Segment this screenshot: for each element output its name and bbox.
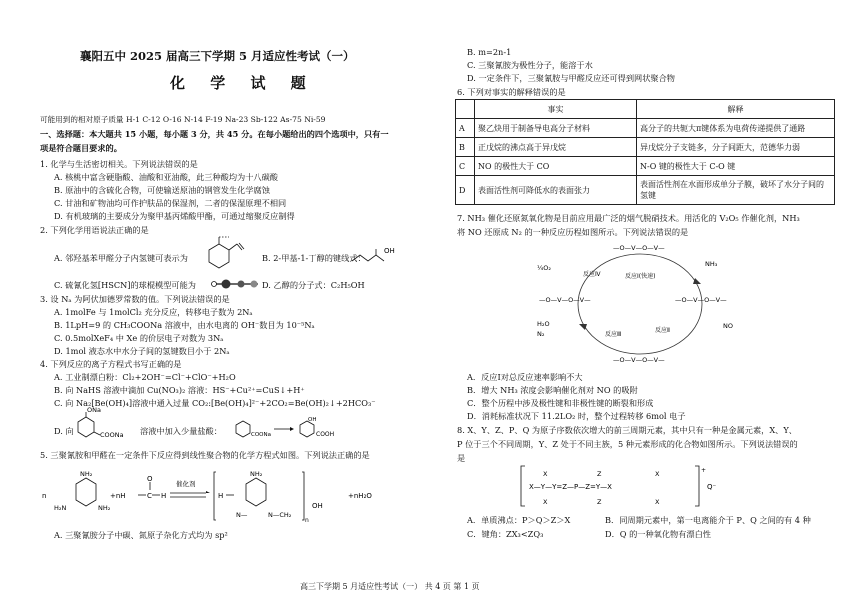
svg-text:n: n — [305, 517, 309, 524]
subject-title: 化 学 试 题 — [170, 74, 316, 92]
q6-row-explanation: 高分子的共轭大π键体系为电荷传递提供了通路 — [637, 119, 835, 138]
svg-text:X: X — [543, 470, 548, 478]
q6-row-key: B — [456, 138, 475, 157]
catalytic-cycle-diagram — [535, 240, 745, 368]
q6-row-fact: NO 的极性大于 CO — [475, 157, 637, 176]
svg-text:Q⁻: Q⁻ — [707, 483, 717, 491]
q2-option-b: B. 2-甲基-1-丁醇的键线式： — [262, 253, 366, 263]
q3-option-a: A. 1molFe 与 1molCl₂ 充分反应，转移电子数为 2Nₐ — [54, 307, 253, 317]
svg-text:N—CH₂: N—CH₂ — [268, 511, 292, 519]
water-byproduct: +nH₂O — [348, 492, 372, 500]
q1-option-a: A. 核桃中富含硬脂酸、油酸和亚油酸，此三种酸均为十八碳酸 — [54, 172, 278, 182]
q2-option-d: D. 乙醇的分子式：C₂H₅OH — [262, 280, 365, 290]
q1-stem: 1. 化学与生活密切相关。下列说法错误的是 — [40, 159, 198, 169]
q5-stem: 5. 三聚氰胺和甲醛在一定条件下反应得到线性聚合物的化学方程式如图。下列说法正确的是 — [40, 450, 370, 460]
q8-option-b: B．同周期元素中，第一电离能介于 P、Q 之间的有 4 种 — [605, 515, 811, 525]
reaction-3-label: 反应Ⅲ — [605, 331, 622, 338]
coona-label-2: COONa — [251, 432, 271, 438]
q1-option-c: C. 甘油和矿物油均可作护肤品的保湿剂，二者的保湿原理不相同 — [54, 198, 287, 208]
h2o-label: H₂O — [537, 320, 550, 328]
q8-option-a: A．单质沸点：P＞Q＞Z＞X — [467, 515, 571, 525]
page-footer: 高三下学期 5 月适应性考试（一） 共 4 页 第 1 页 — [300, 582, 480, 591]
q8-stem-cont: P 位于三个不同周期，Y、Z 处于不同主族，5 种元素形成的化合物如图所示。下列说法错误的 — [457, 439, 798, 449]
melamine-polymerization-equation — [40, 462, 445, 530]
svg-text:NH₂: NH₂ — [250, 470, 263, 478]
q2-option-c: C. 硫氰化氢[HSCN]的球棍模型可能为 — [54, 280, 196, 290]
q8-option-d: D．Q 的一种氧化物有漂白性 — [605, 529, 711, 539]
q6-header-fact: 事实 — [475, 100, 637, 119]
reaction-4-label: 反应Ⅳ — [583, 271, 601, 278]
table-row — [456, 119, 835, 138]
q8-stem-end: 是 — [457, 453, 466, 463]
q6-stem: 6. 下列对事实的解释错误的是 — [457, 87, 566, 97]
q6-row-key: D — [456, 176, 475, 205]
q3-stem: 3. 设 Nₐ 为阿伏加德罗常数的值。下列说法错误的是 — [40, 294, 230, 304]
q6-row-key: A — [456, 119, 475, 138]
section-title: 一、选择题：本大题共 15 小题，每小题 3 分，共 45 分。在每小题给出的四个选项中，只有一 — [40, 129, 389, 139]
svg-text:—O—V—O—V—: —O—V—O—V— — [539, 296, 591, 304]
q4-option-d-post: 溶液中加入少量盐酸： — [140, 426, 222, 436]
svg-text:X—Y—Y=Z—P—Z=Y—X: X—Y—Y=Z—P—Z=Y—X — [529, 483, 612, 491]
q7-stem-cont: 将 NO 还原成 N₂ 的一种反应历程如图所示。下列说法错误的是 — [457, 227, 689, 237]
q8-stem: 8. X、Y、Z、P、Q 为原子序数依次增大的前三周期元素，其中只有一种是金属元素，X、Y、 — [457, 425, 797, 435]
section-title-cont: 项是符合题目要求的。 — [40, 143, 122, 153]
svg-text:H₂N: H₂N — [54, 504, 67, 512]
q8-option-c: C．键角：ZX₃<ZQ₃ — [467, 529, 544, 539]
atomic-masses: 可能用到的相对原子质量 H-1 C-12 O-16 N-14 F-19 Na-23 Sb-122 As-75 Ni-59 — [40, 115, 326, 124]
q6-table — [455, 99, 835, 205]
q6-header-explanation: 解释 — [637, 100, 835, 119]
q7-option-b: B．增大 NH₃ 浓度会影响催化剂对 NO 的吸附 — [467, 385, 638, 395]
sodium-salicylate-structure — [70, 406, 132, 444]
q5-option-b: B. m=2n-1 — [467, 47, 512, 57]
table-row — [456, 176, 835, 205]
catalyst-label: 催化剂 — [176, 480, 196, 488]
q7-option-a: A．反应Ⅰ对总反应速率影响不大 — [467, 372, 583, 382]
svg-text:H: H — [218, 492, 224, 500]
svg-text:—O—V—O—V—: —O—V—O—V— — [613, 244, 665, 252]
nh-label: +nH — [110, 492, 126, 500]
q6-row-explanation: N-O 键的极性大于 C-O 键 — [637, 157, 835, 176]
q3-option-c: C. 0.5molXeF₄ 中 Xe 的价层电子对数为 3Nₐ — [54, 333, 224, 343]
q5-option-a: A. 三聚氰胺分子中碳、氮原子杂化方式均为 sp² — [54, 530, 228, 540]
salicylaldehyde-structure — [185, 234, 265, 274]
q6-row-fact: 正戊烷的沸点高于异戊烷 — [475, 138, 637, 157]
hscn-ball-stick-model — [208, 276, 264, 292]
svg-text:NH₂: NH₂ — [80, 470, 93, 478]
q5-option-c: C. 三聚氰胺为极性分子，能溶于水 — [467, 60, 593, 70]
q6-row-fact: 表面活性剂可降低水的表面张力 — [475, 176, 637, 205]
ona-label: ONa — [87, 406, 101, 414]
q6-row-key: C — [456, 157, 475, 176]
q4-option-d-pre: D. 向 — [54, 426, 74, 436]
cooh-label: COOH — [316, 431, 335, 438]
svg-text:X: X — [543, 498, 548, 506]
svg-text:OH: OH — [384, 247, 395, 255]
svg-text:Z: Z — [597, 498, 602, 506]
svg-text:NH₂: NH₂ — [98, 504, 111, 512]
table-row — [456, 157, 835, 176]
q1-option-d: D. 有机玻璃的主要成分为聚甲基丙烯酸甲酯，可通过缩聚反应制得 — [54, 211, 295, 221]
nh3-label: NH₃ — [705, 260, 718, 268]
n2-label: N₂ — [537, 330, 545, 338]
reaction-2-label: 反应Ⅱ — [655, 327, 670, 334]
q4-option-c: C. 向 Na₂[Be(OH)₄]溶液中通入过量 CO₂:[Be(OH)₄]²⁻+2CO₂=Be(OH)₂↓+2HCO₃⁻ — [54, 398, 376, 408]
q7-option-d: D．消耗标准状况下 11.2LO₂ 时，整个过程转移 6mol 电子 — [467, 411, 686, 421]
q8-compound-structure — [515, 462, 765, 510]
q5-option-d: D. 一定条件下，三聚氰胺与甲醛反应还可得到网状聚合物 — [467, 73, 675, 83]
svg-text:Z: Z — [597, 470, 602, 478]
svg-text:X: X — [655, 498, 660, 506]
table-row — [456, 138, 835, 157]
svg-text:H: H — [161, 492, 167, 500]
q6-row-fact: 聚乙炔用于制备导电高分子材料 — [475, 119, 637, 138]
q1-option-b: B. 原油中的含硫化合物，可使输送原油的钢管发生化学腐蚀 — [54, 185, 270, 195]
q6-row-explanation: 表面活性剂在水面形成单分子膜，破坏了水分子间的氢键 — [637, 176, 835, 205]
q3-option-b: B. 1LpH=9 的 CH₃COONa 溶液中，由水电离的 OH⁻数目为 10⁻⁵Nₐ — [54, 320, 315, 330]
svg-text:C: C — [147, 492, 152, 500]
q4-option-b: B. 向 NaHS 溶液中滴加 Cu(NO₃)₂ 溶液：HS⁻+Cu²⁺=CuS↓+H⁺ — [54, 385, 305, 395]
svg-text:O: O — [147, 475, 153, 483]
q3-option-d: D. 1mol 液态水中水分子间的氢键数目小于 2Nₐ — [54, 346, 230, 356]
q6-row-explanation: 异戊烷分子支链多，分子间距大，范德华力弱 — [637, 138, 835, 157]
n-coefficient: n — [42, 492, 47, 500]
svg-text:—O—V—O—V—: —O—V—O—V— — [675, 296, 727, 304]
exam-title: 襄阳五中 2025 届高三下学期 5 月适应性考试（一） — [80, 49, 355, 63]
svg-text:X: X — [655, 470, 660, 478]
reaction-scheme — [230, 416, 350, 444]
q4-option-a: A. 工业制漂白粉：Cl₂+2OH⁻=Cl⁻+ClO⁻+H₂O — [54, 372, 236, 382]
coona-label: COONa — [100, 431, 124, 439]
svg-text:OH: OH — [312, 502, 323, 510]
no-label: NO — [723, 322, 733, 330]
o2-label: ¼O₂ — [537, 264, 552, 272]
svg-text:—O—V—O—V—: —O—V—O—V— — [613, 356, 665, 364]
q2-option-a: A. 邻羟基苯甲醛分子内氢键可表示为 — [54, 253, 188, 263]
q4-stem: 4. 下列反应的离子方程式书写正确的是 — [40, 359, 182, 369]
reaction-1-label: 反应Ⅰ(快速) — [625, 273, 656, 280]
svg-text:+: + — [701, 467, 707, 474]
q2-stem: 2. 下列化学用语说法正确的是 — [40, 225, 149, 235]
q6-table-header — [456, 100, 835, 119]
methylbutanol-skeletal — [350, 243, 400, 267]
q7-stem: 7. NH₃ 催化还原氮氧化物是目前应用最广泛的烟气脱硝技术。用活化的 V₂O₅ 作催化剂，NH₃ — [457, 213, 800, 223]
q7-option-c: C．整个历程中涉及极性键和非极性键的断裂和形成 — [467, 398, 654, 408]
svg-text:N—: N— — [236, 511, 248, 519]
oh-label: OH — [308, 417, 317, 423]
